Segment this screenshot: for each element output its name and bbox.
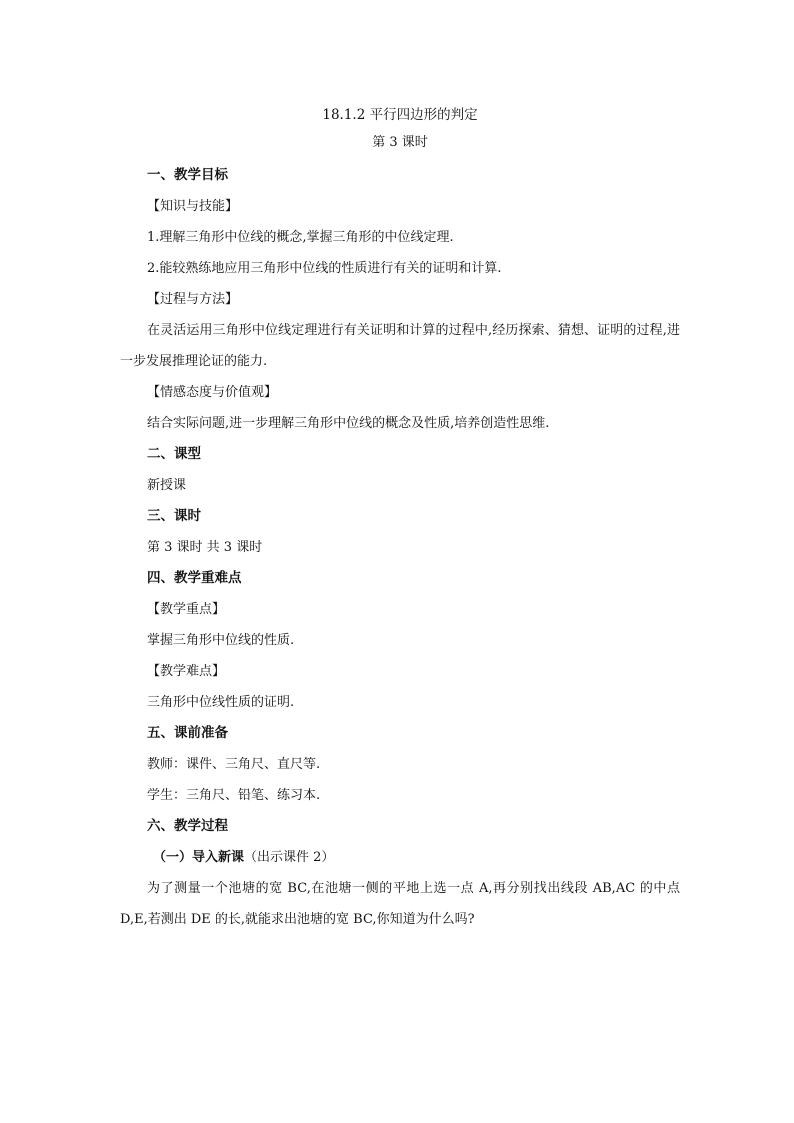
student-preparation-line: 学生：三角尺、铅笔、练习本. xyxy=(147,788,321,803)
section-heading-key-difficult: 四、教学重难点 xyxy=(147,570,242,586)
section-heading-class-hours: 三、课时 xyxy=(147,508,201,524)
section-heading-teaching-goals: 一、教学目标 xyxy=(147,167,228,183)
subsection-intro-note: （出示课件 2） xyxy=(244,850,335,865)
key-points-line: 掌握三角形中位线的性质. xyxy=(147,633,295,648)
subheading-process-methods: 【过程与方法】 xyxy=(147,292,239,307)
subheading-knowledge-skills: 【知识与技能】 xyxy=(147,199,239,214)
goal-line-2: 2.能较熟练地应用三角形中位线的性质进行有关的证明和计算. xyxy=(147,261,502,276)
goal-line-1: 1.理解三角形中位线的概念,掌握三角形的中位线定理. xyxy=(147,230,454,245)
teacher-preparation-line: 教师：课件、三角尺、直尺等. xyxy=(147,757,321,772)
lesson-type-line: 新授课 xyxy=(147,478,187,493)
subheading-difficult-points: 【教学难点】 xyxy=(147,664,226,679)
section-heading-teaching-process: 六、教学过程 xyxy=(147,818,228,834)
section-heading-lesson-type: 二、课型 xyxy=(147,446,201,462)
process-paragraph: 在灵活运用三角形中位线定理进行有关证明和计算的过程中,经历探索、猜想、证明的过程,进一步发展推理论证的能力. xyxy=(120,323,680,369)
class-hours-line: 第 3 课时 共 3 课时 xyxy=(147,540,263,555)
intro-paragraph: 为了测量一个池塘的宽 BC,在池塘一侧的平地上选一点 A,再分别找出线段 AB,AC 的中点 D,E,若测出 DE 的长,就能求出池塘的宽 BC,你知道为什么吗? xyxy=(120,881,680,927)
document-content xyxy=(120,101,680,935)
subsection-intro xyxy=(120,842,680,873)
section-heading-preparation: 五、课前准备 xyxy=(147,725,228,741)
attitude-line: 结合实际问题,进一步理解三角形中位线的概念及性质,培养创造性思维. xyxy=(147,416,550,431)
difficult-points-line: 三角形中位线性质的证明. xyxy=(147,695,295,710)
subheading-attitude-values: 【情感态度与价值观】 xyxy=(147,385,278,400)
subsection-intro-bold: （一）导入新课 xyxy=(153,850,245,865)
document-subtitle: 第 3 课时 xyxy=(372,135,428,150)
document-title: 18.1.2 平行四边形的判定 xyxy=(322,107,478,123)
subheading-key-points: 【教学重点】 xyxy=(147,602,226,617)
